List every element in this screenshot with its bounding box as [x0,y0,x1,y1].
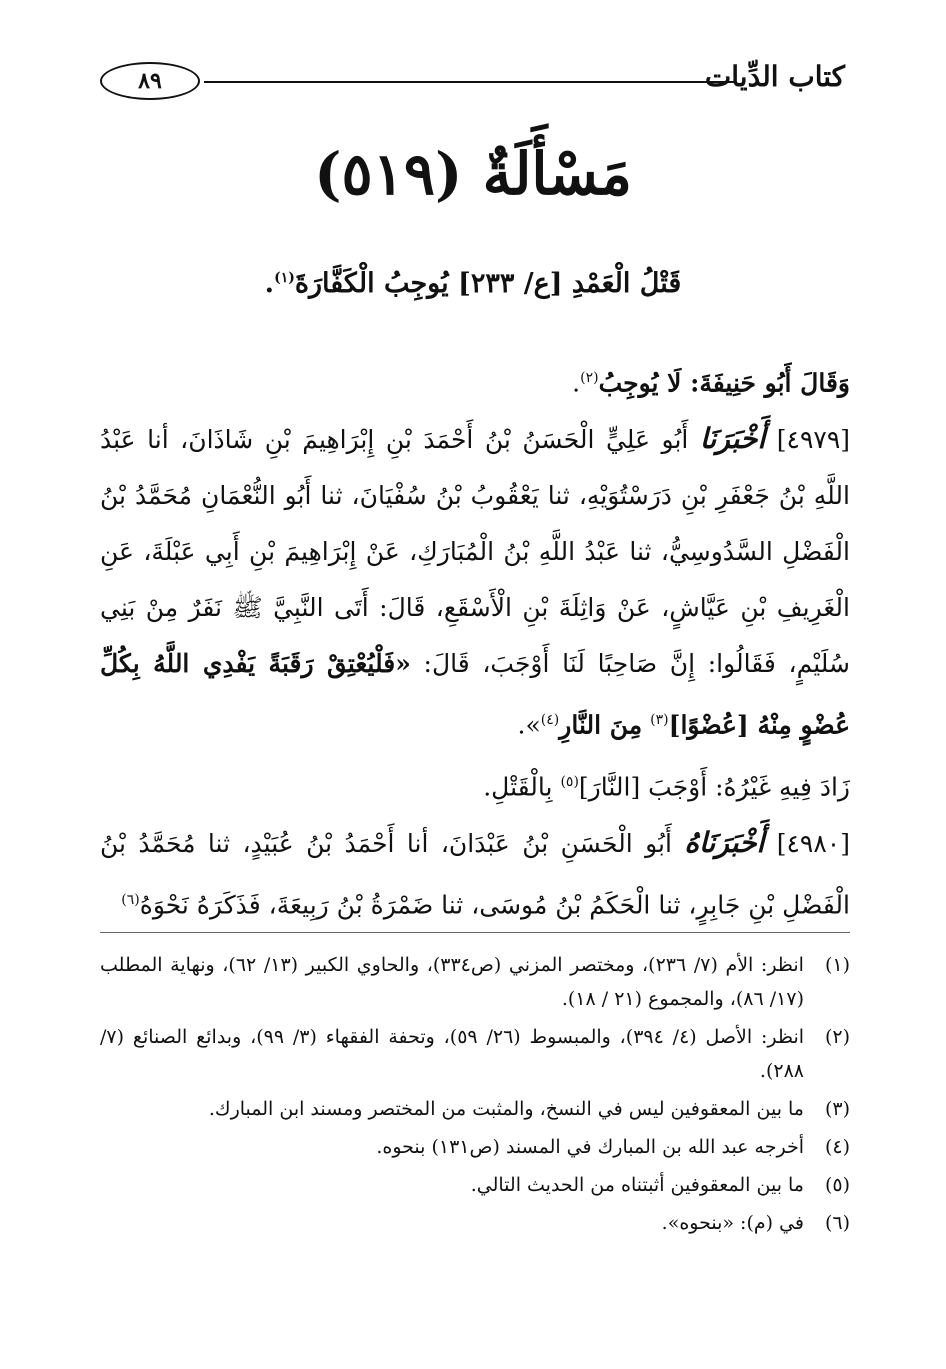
footnote-4 [100,1130,850,1164]
hadith-number-4979: [٤٩٧٩] [776,425,851,455]
issue-subtitle-end: . [264,268,275,299]
footnote-number: (١) [824,954,850,976]
hadith-4979 [100,411,850,753]
footnote-text: أخرجه عبد الله بن المبارك في المسند (ص١٣١) بنحوه. [376,1136,804,1158]
footnote-ref-6: (٦) [121,891,140,908]
hadith-4979-text: أَبُو عَلِيٍّ الْحَسَنُ بْنُ أَحْمَدَ بْنِ إِبْرَاهِيمَ بْنِ شَاذَانَ، أنا عَبْدُ اللَّهِ بْنُ جَعْفَرِ بْنِ دَرَسْتُوَيْهِ، ثنا يَعْقُوبُ بْنُ سُفْيَانَ، ثنا أَبُو النُّعْمَانِ مُحَمَّدُ بْنُ الْفَضْلِ السَّدُوسِيُّ، ثنا عَبْدُ اللَّهِ بْنُ الْمُبَارَكِ، عَنْ إِبْرَاهِيمَ بْنِ أَبِي عَبْلَةَ، عَنِ الْغَرِيفِ بْنِ عَيَّاشٍ، عَنْ وَاثِلَةَ بْنِ الْأَسْقَعِ، قَالَ: أَتَى النَّبِيَّ ﷺ نَفَرٌ مِنْ بَنِي سُلَيْمٍ، فَقَالُوا: إِنَّ صَاحِبًا لَنَا أَوْجَبَ، قَالَ: [100,425,850,679]
prophetic-quote: «فَلْيُعْتِقْ رَقَبَةً يَفْدِي اللَّهُ بِكُلِّ عُضْوٍ مِنْهُ [عُضْوًا] [100,649,850,740]
abu-hanifa-line [100,350,850,411]
header-rule [204,81,735,83]
footnote-number: (٥) [824,1174,850,1196]
footnote-number: (٤) [824,1136,850,1158]
hadith-label-akhbarana: أَخْبَرَنَا [699,422,766,456]
footnote-ref-1: (١) [274,270,295,286]
footnote-text: في (م): «بنحوه». [661,1212,804,1234]
footnote-number: (٣) [824,1098,850,1120]
hadith-4980 [100,815,850,933]
footnote-divider [100,932,850,933]
footnote-text: انظر: الأصل (٤/ ٣٩٤)، والمبسوط (٢٦/ ٥٩)، وتحفة الفقهاء (٣/ ٩٩)، وبدائع الصنائع (٧/ ٢٨٨). [100,1026,805,1082]
footnote-1 [100,948,850,1016]
footnote-5 [100,1168,850,1202]
addition-end: بِالْقَتْلِ. [483,771,553,801]
footnotes [100,948,850,1244]
addition-text: زَادَ فِيهِ غَيْرُهُ: أَوْجَبَ [النَّارَ] [578,771,850,801]
book-title: كتاب الدِّيات [704,60,845,93]
issue-subtitle [0,268,946,299]
main-text [100,350,850,933]
prophetic-quote-end: مِنَ النَّارِ [559,710,643,740]
issue-subtitle-text: قَتْلُ الْعَمْدِ [ع/ ٢٣٣] يُوجِبُ الْكَفَّارَةَ [294,268,682,299]
footnote-ref-3: (٣) [650,712,669,729]
issue-heading: مَسْأَلَةٌ (٥١٩) [314,140,632,208]
hadith-number-4980: [٤٩٨٠] [776,828,850,858]
abu-hanifa-end: . [572,368,581,398]
footnote-text: انظر: الأم (٧/ ٢٣٦)، ومختصر المزني (ص٣٣٤)، والحاوي الكبير (١٣/ ٦٢)، ونهاية المطلب (١٧/ ٨٦)، والمجموع (٢١ / ١٨). [100,954,804,1010]
abu-hanifa-text: وَقَالَ أَبُو حَنِيفَةَ: لَا يُوجِبُ [598,368,850,398]
footnote-6 [100,1206,850,1240]
footnote-text: ما بين المعقوفين أثبتناه من الحديث التالي. [470,1174,804,1196]
footnote-ref-2: (٢) [580,370,599,386]
page-number: ٨٩ [100,62,200,100]
footnote-ref-4: (٤) [540,712,560,729]
footnote-3 [100,1092,850,1126]
hadith-4980-text: أَبُو الْحَسَنِ بْنُ عَبْدَانَ، أنا أَحْمَدُ بْنُ عُبَيْدٍ، ثنا مُحَمَّدُ بْنُ الْفَضْلِ بْنِ جَابِرٍ، ثنا الْحَكَمُ بْنُ مُوسَى، ثنا ضَمْرَةُ بْنُ رَبِيعَةَ، فَذَكَرَهُ نَحْوَهُ [100,828,850,920]
footnote-ref-5: (٥) [560,773,579,790]
addition-line [100,754,850,815]
footnote-number: (٢) [824,1026,850,1048]
hadith-label-akhbaranahu: أَخْبَرَنَاهُ [684,825,765,859]
footnote-number: (٦) [824,1212,850,1234]
page-header [100,58,845,102]
footnote-2 [100,1020,850,1088]
quote-close: ». [517,710,541,740]
footnote-text: ما بين المعقوفين ليس في النسخ، والمثبت من المختصر ومسند ابن المبارك. [208,1098,804,1120]
